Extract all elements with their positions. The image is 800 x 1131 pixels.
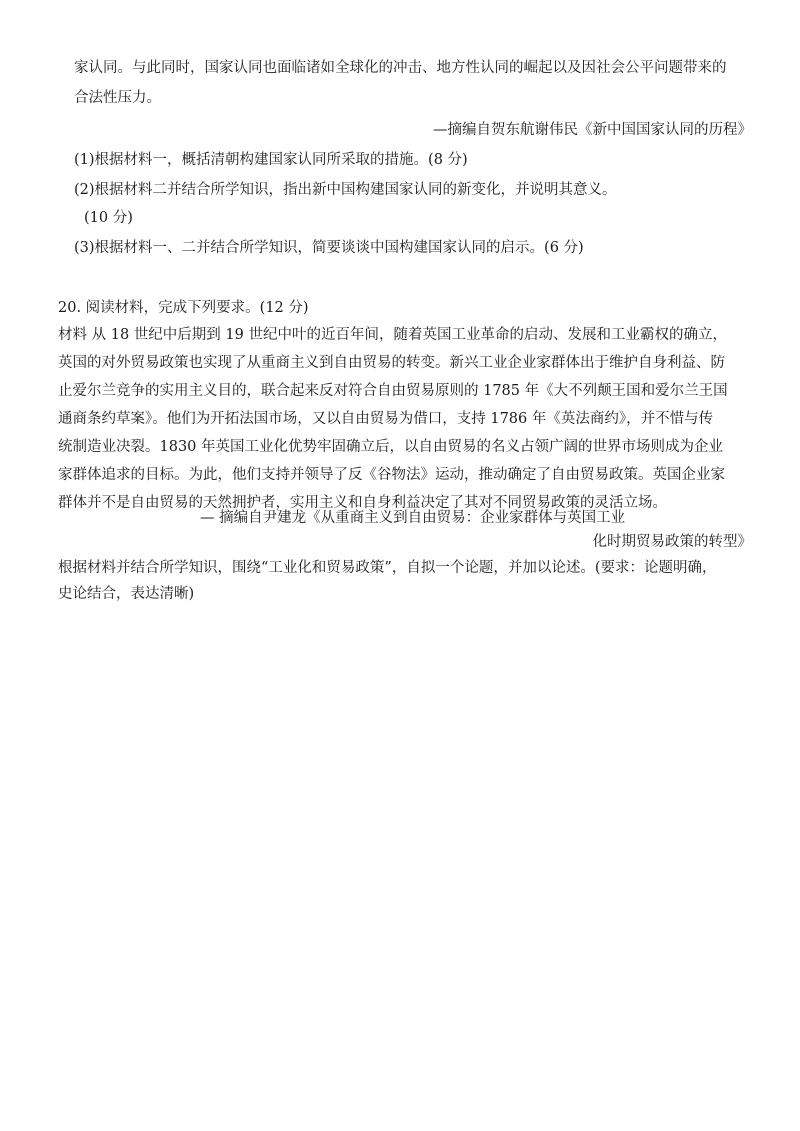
sub-question-3: (3)根据材料一、二并结合所学知识，简要谈谈中国构建国家认同的启示。(6 分) — [74, 240, 584, 256]
material-line: 家群体追求的目标。为此，他们支持并领导了反《谷物法》运动，推动确定了自由贸易政策。英国企业家 — [58, 467, 725, 483]
task-line: 史论结合，表达清晰) — [58, 586, 195, 602]
material-source-line-1: — 摘编自尹建龙《从重商主义到自由贸易：企业家群体与英国工业 — [200, 510, 626, 526]
material-line: 英国的对外贸易政策也实现了从重商主义到自由贸易的转变。新兴工业企业家群体出于维护自身利益、防 — [58, 355, 725, 371]
material-two-source: —摘编自贺东航谢伟民《新中国国家认同的历程》 — [433, 122, 752, 138]
material-line: 通商条约草案》。他们为开拓法国市场，又以自由贸易为借口，支持 1786 年《英法商约》，并不惜与传 — [58, 411, 714, 427]
material-two-line: 家认同。与此同时，国家认同也面临诸如全球化的冲击、地方性认同的崛起以及因社会公平问题带来的 — [74, 60, 727, 76]
material-line: 统制造业决裂。1830 年英国工业化优势牢固确立后，以自由贸易的名义占领广阔的世界市场则成为企业 — [58, 439, 724, 455]
material-line: 止爱尔兰竞争的实用主义目的，联合起来反对符合自由贸易原则的 1785 年《大不列颠王国和爱尔兰王国 — [58, 383, 728, 399]
sub-question-1: (1)根据材料一，概括清朝构建国家认同所采取的措施。(8 分) — [74, 152, 468, 168]
sub-question-2-score: (10 分) — [84, 210, 133, 226]
material-two-line: 合法性压力。 — [74, 90, 161, 106]
material-line: 材料 从 18 世纪中后期到 19 世纪中叶的近百年间，随着英国工业革命的启动、发展和工业霸权的确立， — [58, 327, 727, 343]
material-source-line-2: 化时期贸易政策的转型》 — [592, 534, 752, 550]
task-line: 根据材料并结合所学知识，围绕“工业化和贸易政策”，自拟一个论题，并加以论述。(要求：论题明确， — [58, 560, 717, 576]
sub-question-2: (2)根据材料二并结合所学知识，指出新中国构建国家认同的新变化，并说明其意义。 — [74, 182, 617, 198]
material-line: 群体并不是自由贸易的天然拥护者，实用主义和自身利益决定了其对不同贸易政策的灵活立场。 — [58, 495, 667, 511]
question-20-heading: 20. 阅读材料，完成下列要求。(12 分) — [58, 300, 309, 316]
